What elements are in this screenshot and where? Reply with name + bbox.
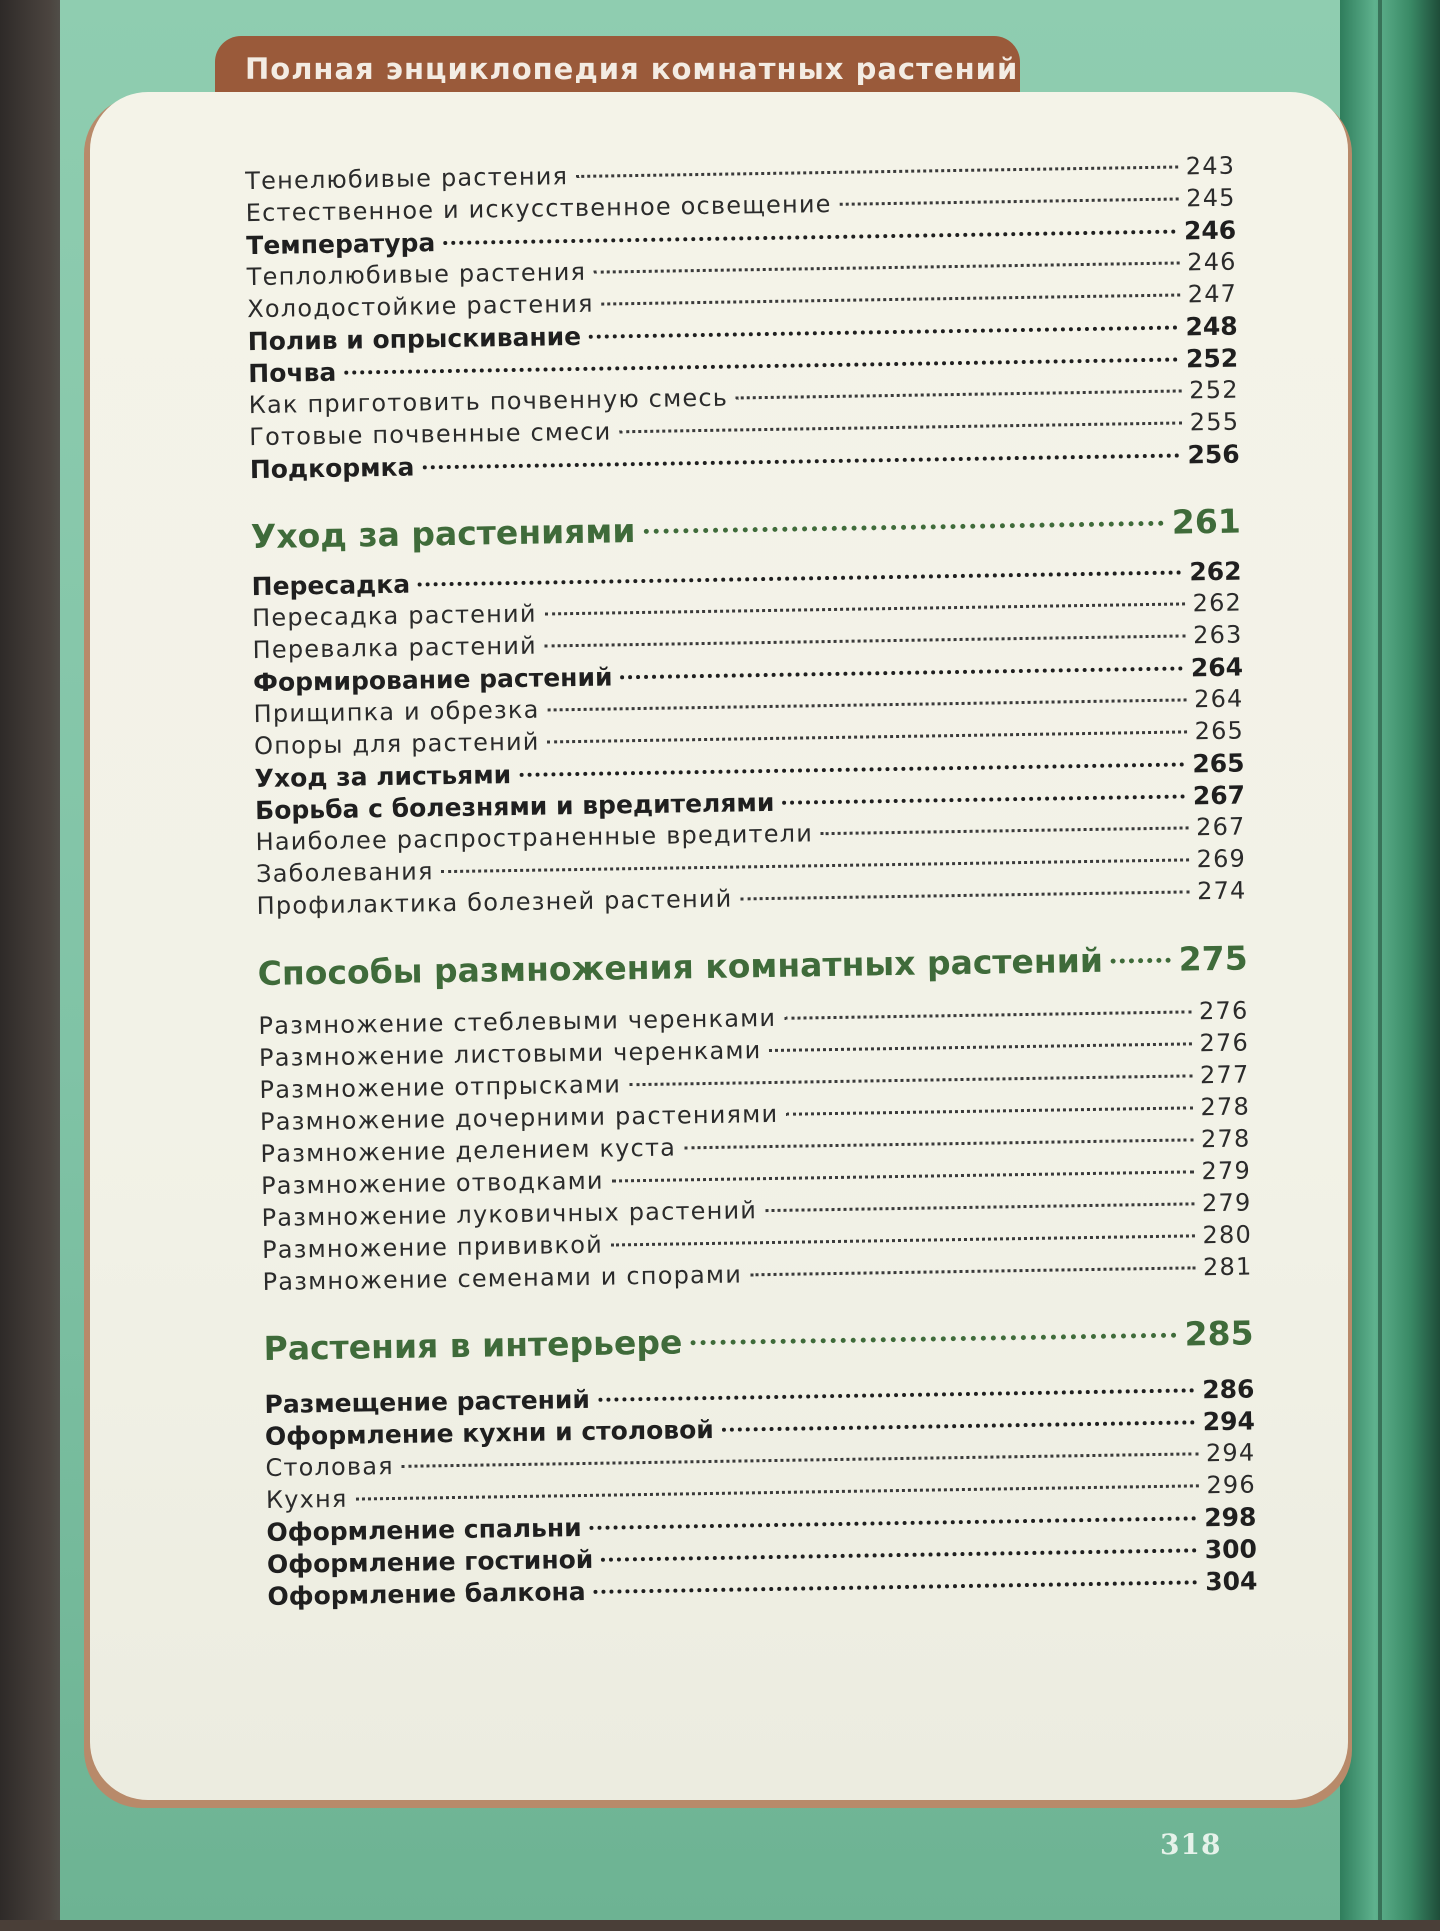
dot-leader bbox=[740, 890, 1189, 900]
dot-leader bbox=[722, 1420, 1195, 1431]
toc-entry-title: Борьба с болезнями и вредителями bbox=[254, 787, 775, 826]
dot-leader bbox=[547, 698, 1186, 711]
toc-entry-title: Оформление спальни bbox=[266, 1513, 582, 1547]
dot-leader bbox=[765, 1202, 1194, 1212]
toc-entry-title: Размножение прививкой bbox=[261, 1230, 604, 1265]
toc-entry-page: 263 bbox=[1192, 620, 1243, 650]
toc-entry-page: 275 bbox=[1178, 938, 1248, 979]
dot-leader bbox=[545, 602, 1185, 615]
toc-entry-title: Размножение делением куста bbox=[260, 1133, 677, 1169]
toc-entry-title: Размещение растений bbox=[264, 1384, 591, 1419]
toc-entry-title: Опоры для растений bbox=[253, 727, 540, 761]
toc-entry-title: Заболевания bbox=[255, 857, 434, 889]
toc-entry-page: 245 bbox=[1186, 183, 1236, 213]
dot-leader bbox=[545, 634, 1185, 647]
toc-entry-title: Теплолюбивые растения bbox=[246, 257, 587, 292]
dot-leader bbox=[786, 1106, 1192, 1115]
toc-entry-page: 298 bbox=[1203, 1502, 1257, 1533]
toc-entry-title: Температура bbox=[246, 228, 436, 261]
toc-entry-page: 274 bbox=[1196, 876, 1247, 906]
toc-entry-page: 248 bbox=[1185, 311, 1238, 342]
toc-entry-page: 296 bbox=[1206, 1470, 1257, 1500]
dot-leader bbox=[590, 1516, 1197, 1530]
dot-leader bbox=[750, 1266, 1195, 1276]
toc-entry-page: 276 bbox=[1198, 996, 1249, 1026]
dot-leader bbox=[576, 165, 1178, 177]
dot-leader bbox=[601, 1548, 1196, 1561]
toc-entry-title: Оформление балкона bbox=[267, 1576, 586, 1611]
dot-leader bbox=[356, 1484, 1199, 1500]
toc-entry-title: Оформление кухни и столовой bbox=[264, 1414, 715, 1451]
toc-entry-title: Готовые почвенные смеси bbox=[249, 417, 612, 452]
toc-entry-page: 255 bbox=[1189, 407, 1240, 437]
toc-entry-title: Как приготовить почвенную смесь bbox=[248, 383, 729, 420]
dot-leader bbox=[418, 570, 1181, 586]
dot-leader bbox=[619, 421, 1181, 433]
toc-entry-title: Способы размножения комнатных растений bbox=[257, 940, 1104, 994]
toc-entry-page: 300 bbox=[1204, 1534, 1258, 1565]
dot-leader bbox=[602, 293, 1180, 305]
toc-entry-page: 256 bbox=[1187, 439, 1240, 470]
dot-leader bbox=[736, 389, 1181, 399]
dot-leader bbox=[519, 762, 1184, 776]
toc-entry-page: 262 bbox=[1189, 556, 1242, 587]
toc-entry-title: Пересадка bbox=[251, 569, 411, 602]
dot-leader bbox=[611, 1234, 1195, 1246]
dot-leader bbox=[1111, 958, 1171, 964]
toc-entry-title: Профилактика болезней растений bbox=[256, 884, 733, 921]
toc-entry-page: 286 bbox=[1201, 1374, 1255, 1405]
dot-leader bbox=[344, 358, 1178, 375]
dot-leader bbox=[690, 1333, 1176, 1346]
toc-entry-title: Растения в интерьере bbox=[263, 1322, 683, 1368]
dot-leader bbox=[684, 1138, 1193, 1149]
toc-entry-page: 278 bbox=[1200, 1092, 1251, 1122]
toc-entry-title: Размножение отводками bbox=[260, 1166, 604, 1201]
toc-entry-page: 269 bbox=[1196, 844, 1247, 874]
toc-entry-title: Размножение дочерними растениями bbox=[259, 1099, 779, 1137]
page-number: 318 bbox=[1160, 1828, 1222, 1861]
toc-entry-page: 267 bbox=[1192, 780, 1246, 811]
dot-leader bbox=[612, 1170, 1194, 1182]
toc-entry-page: 276 bbox=[1199, 1028, 1250, 1058]
toc-section-heading bbox=[263, 1313, 1253, 1368]
toc-entry-page: 265 bbox=[1192, 748, 1245, 779]
toc-entry-title: Холодостойкие растения bbox=[247, 289, 594, 324]
toc-entry-title: Кухня bbox=[265, 1484, 348, 1514]
dot-leader bbox=[821, 826, 1188, 835]
dot-leader bbox=[643, 521, 1163, 534]
dot-leader bbox=[769, 1042, 1191, 1052]
toc-entry-title: Подкормка bbox=[249, 452, 415, 485]
dot-leader bbox=[589, 326, 1177, 339]
toc-entry-title: Тенелюбивые растения bbox=[245, 162, 569, 196]
toc-entry-page: 267 bbox=[1195, 812, 1246, 842]
toc-entry-page: 280 bbox=[1202, 1220, 1253, 1250]
toc-entry-title: Оформление гостиной bbox=[266, 1544, 594, 1579]
toc-entry-title: Столовая bbox=[265, 1451, 395, 1482]
toc-entry-page: 279 bbox=[1201, 1156, 1252, 1186]
toc-entry-page: 279 bbox=[1201, 1188, 1252, 1218]
toc-entry-page: 246 bbox=[1187, 247, 1237, 277]
toc-entry-title: Размножение семенами и спорами bbox=[262, 1260, 743, 1297]
toc-entry-title: Размножение листовыми черенками bbox=[258, 1036, 762, 1073]
toc-entry-page: 265 bbox=[1194, 716, 1245, 746]
toc-entry-page: 304 bbox=[1204, 1566, 1258, 1597]
toc-entry-page: 277 bbox=[1199, 1060, 1250, 1090]
toc-entry-page: 294 bbox=[1205, 1438, 1256, 1468]
dot-leader bbox=[620, 666, 1182, 679]
toc-entry-title: Почва bbox=[248, 357, 337, 389]
dot-leader bbox=[442, 858, 1189, 873]
running-head-title: Полная энциклопедия комнатных растений bbox=[245, 52, 1019, 86]
toc-entry-page: 264 bbox=[1193, 684, 1244, 714]
dot-leader bbox=[782, 794, 1185, 804]
dot-leader bbox=[598, 1388, 1194, 1401]
toc-entry-page: 285 bbox=[1184, 1313, 1254, 1354]
toc-entry-page: 278 bbox=[1200, 1124, 1251, 1154]
dot-leader bbox=[402, 1452, 1198, 1468]
dot-leader bbox=[594, 1580, 1198, 1593]
dot-leader bbox=[629, 1074, 1192, 1086]
dot-leader bbox=[594, 261, 1179, 273]
toc-entry-title: Уход за растениями bbox=[250, 511, 636, 557]
toc-entry-title: Уход за листьями bbox=[254, 760, 512, 794]
toc-entry-title: Полив и опрыскивание bbox=[247, 321, 582, 357]
dot-leader bbox=[840, 197, 1179, 205]
toc-entry-title: Наиболее распространенные вредители bbox=[255, 819, 814, 857]
dot-leader bbox=[422, 454, 1179, 470]
toc-entry-page: 246 bbox=[1183, 215, 1237, 246]
toc-section-heading bbox=[257, 938, 1247, 993]
toc-entry-page: 252 bbox=[1185, 343, 1239, 374]
toc-entry-page: 252 bbox=[1189, 375, 1239, 405]
toc-entry-title: Прищипка и обрезка bbox=[253, 695, 540, 729]
toc-entry-page: 247 bbox=[1187, 279, 1238, 309]
toc-entry-title: Размножение отпрысками bbox=[259, 1070, 622, 1105]
toc-entry-page: 261 bbox=[1171, 501, 1242, 542]
dot-leader bbox=[548, 730, 1187, 743]
toc-entry-page: 281 bbox=[1202, 1252, 1253, 1282]
toc-entry-title: Пересадка растений bbox=[251, 599, 537, 633]
toc-entry-page: 262 bbox=[1192, 588, 1243, 618]
toc-entry-title: Естественное и искусственное освещение bbox=[245, 189, 832, 228]
toc-entry-title: Формирование растений bbox=[252, 662, 613, 698]
toc-entry-page: 243 bbox=[1185, 151, 1236, 181]
toc-entry-title: Размножение луковичных растений bbox=[261, 1196, 758, 1233]
toc-entry-title: Размножение стеблевыми черенками bbox=[258, 1003, 777, 1041]
toc-entry-title: Перевалка растений bbox=[252, 631, 538, 665]
toc-entry-page: 264 bbox=[1190, 652, 1244, 683]
dot-leader bbox=[443, 230, 1176, 246]
toc-section-heading bbox=[251, 502, 1241, 557]
toc-entry-page: 294 bbox=[1202, 1406, 1256, 1437]
dot-leader bbox=[784, 1010, 1191, 1019]
